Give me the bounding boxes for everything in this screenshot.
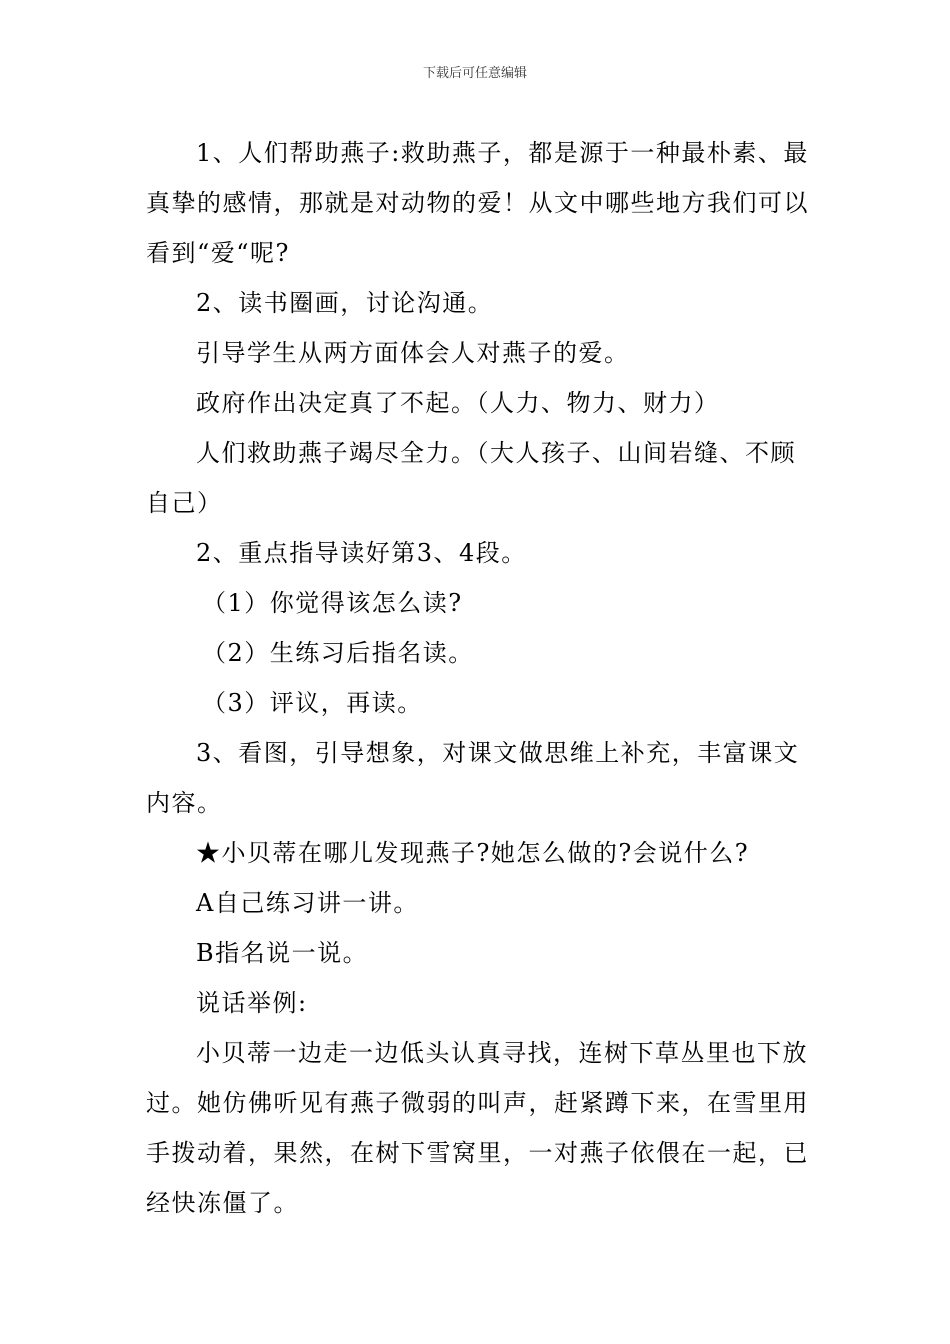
paragraph-people-rescue: 人们救助燕子竭尽全力。（大人孩子、山间岩缝、不顾自己） (146, 439, 796, 517)
paragraph-step-2: （2）生练习后指名读。 (202, 639, 474, 667)
paragraph-key-reading: 2、重点指导读好第3、4段。 (196, 539, 527, 567)
paragraph-step-3: （3）评议，再读。 (202, 689, 423, 717)
paragraph-option-b: B指名说一说。 (196, 939, 369, 967)
paragraph-guide-students: 引导学生从两方面体会人对燕子的爱。 (196, 339, 630, 367)
paragraph-star-question: ★小贝蒂在哪儿发现燕子?她怎么做的?会说什么? (196, 839, 750, 867)
paragraph-example-label: 说话举例: (196, 989, 308, 1017)
paragraph-government: 政府作出决定真了不起。（人力、物力、财力） (196, 389, 720, 417)
paragraph-option-a: A自己练习讲一讲。 (196, 889, 419, 917)
paragraph-step-1: （1）你觉得该怎么读? (202, 589, 463, 617)
document-body (146, 128, 810, 1228)
page-header: 下载后可任意编辑 (422, 66, 527, 81)
paragraph-look-picture: 3、看图，引导想象，对课文做思维上补充，丰富课文内容。 (146, 739, 800, 817)
paragraph-love-question: 1、人们帮助燕子:救助燕子，都是源于一种最朴素、最真挚的感情，那就是对动物的爱！从文中哪些地方我们可以看到“爱“呢? (146, 139, 809, 267)
paragraph-example-story: 小贝蒂一边走一边低头认真寻找，连树下草丛里也下放过。她仿佛听见有燕子微弱的叫声，赶紧蹲下来，在雪里用手拨动着，果然，在树下雪窝里，一对燕子依偎在一起，已经快冻僵了。 (146, 1039, 809, 1217)
paragraph-read-discuss: 2、读书圈画，讨论沟通。 (196, 289, 494, 317)
